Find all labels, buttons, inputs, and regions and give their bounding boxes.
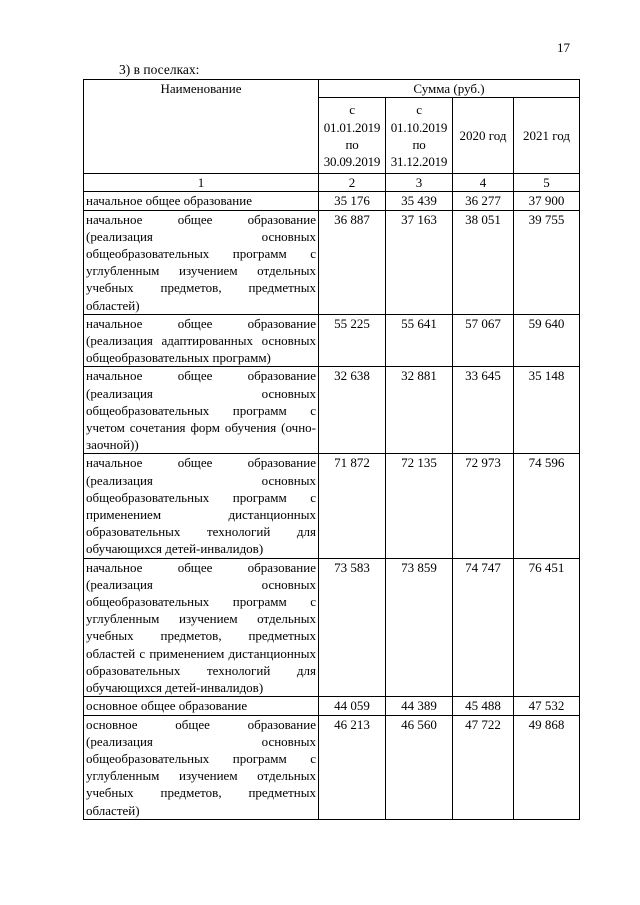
row-value: 71 872 xyxy=(319,454,386,558)
row-name: основное общее образование xyxy=(84,697,319,715)
row-value: 47 722 xyxy=(453,715,514,819)
table-row xyxy=(84,697,580,715)
period-1-line: 30.09.2019 xyxy=(323,153,381,169)
header-period-2 xyxy=(386,98,453,174)
row-value: 39 755 xyxy=(514,210,580,314)
index-row xyxy=(84,174,580,192)
row-value: 36 277 xyxy=(453,192,514,210)
row-name: начальное общее образование (реализация адаптированных основных общеобразовательных программ) xyxy=(84,314,319,367)
row-value: 45 488 xyxy=(453,697,514,715)
row-value: 35 148 xyxy=(514,367,580,454)
row-value: 47 532 xyxy=(514,697,580,715)
index-cell: 5 xyxy=(514,174,580,192)
period-2-line: 01.10.2019 xyxy=(390,119,448,135)
row-name: основное общее образование (реализация основных общеобразовательных программ с углубленным изучением отдельных учебных предметов, предметных областей) xyxy=(84,715,319,819)
period-1-line: с xyxy=(349,102,355,118)
index-cell: 2 xyxy=(319,174,386,192)
period-2-line: по xyxy=(412,136,426,152)
row-value: 35 439 xyxy=(386,192,453,210)
table-row xyxy=(84,367,580,454)
row-value: 33 645 xyxy=(453,367,514,454)
row-value: 55 641 xyxy=(386,314,453,367)
row-name: начальное общее образование (реализация основных общеобразовательных программ с учетом сочетания форм обучения (очно-заочной)) xyxy=(84,367,319,454)
row-value: 72 135 xyxy=(386,454,453,558)
index-cell: 3 xyxy=(386,174,453,192)
row-value: 55 225 xyxy=(319,314,386,367)
row-value: 59 640 xyxy=(514,314,580,367)
row-value: 57 067 xyxy=(453,314,514,367)
row-value: 36 887 xyxy=(319,210,386,314)
budget-table xyxy=(83,79,580,820)
row-value: 35 176 xyxy=(319,192,386,210)
row-value: 46 560 xyxy=(386,715,453,819)
table-row xyxy=(84,454,580,558)
period-2-line: 31.12.2019 xyxy=(390,153,448,169)
row-value: 46 213 xyxy=(319,715,386,819)
row-value: 37 163 xyxy=(386,210,453,314)
table-row xyxy=(84,192,580,210)
page-number: 17 xyxy=(557,40,570,55)
section-heading: 3) в поселках: xyxy=(119,62,200,77)
period-1-line: 01.01.2019 xyxy=(323,119,381,135)
row-value: 32 638 xyxy=(319,367,386,454)
header-name: Наименование xyxy=(84,80,319,174)
row-value: 76 451 xyxy=(514,558,580,697)
row-value: 73 859 xyxy=(386,558,453,697)
row-value: 44 389 xyxy=(386,697,453,715)
row-name: начальное общее образование (реализация основных общеобразовательных программ с углубленным изучением отдельных учебных предметов, предметных областей) xyxy=(84,210,319,314)
header-year-2021: 2021 год xyxy=(514,98,580,174)
row-value: 73 583 xyxy=(319,558,386,697)
row-value: 38 051 xyxy=(453,210,514,314)
row-name: начальное общее образование xyxy=(84,192,319,210)
row-value: 32 881 xyxy=(386,367,453,454)
row-value: 72 973 xyxy=(453,454,514,558)
index-cell: 4 xyxy=(453,174,514,192)
row-value: 37 900 xyxy=(514,192,580,210)
header-row-top xyxy=(84,80,580,98)
row-value: 49 868 xyxy=(514,715,580,819)
row-value: 44 059 xyxy=(319,697,386,715)
row-name: начальное общее образование (реализация основных общеобразовательных программ с применением дистанционных образовательных технологий для обучающихся детей-инвалидов) xyxy=(84,454,319,558)
table-row xyxy=(84,715,580,819)
header-period-1 xyxy=(319,98,386,174)
row-name: начальное общее образование (реализация основных общеобразовательных программ с углубленным изучением отдельных учебных предметов, предметных областей с применением дистанционных образовательных технологий для обучающихся детей-инвалидов) xyxy=(84,558,319,697)
index-cell: 1 xyxy=(84,174,319,192)
table-row xyxy=(84,558,580,697)
table-row xyxy=(84,314,580,367)
header-sum: Сумма (руб.) xyxy=(319,80,580,98)
row-value: 74 747 xyxy=(453,558,514,697)
period-2-line: с xyxy=(416,102,422,118)
table-row xyxy=(84,210,580,314)
row-value: 74 596 xyxy=(514,454,580,558)
period-1-line: по xyxy=(345,136,359,152)
header-year-2020: 2020 год xyxy=(453,98,514,174)
